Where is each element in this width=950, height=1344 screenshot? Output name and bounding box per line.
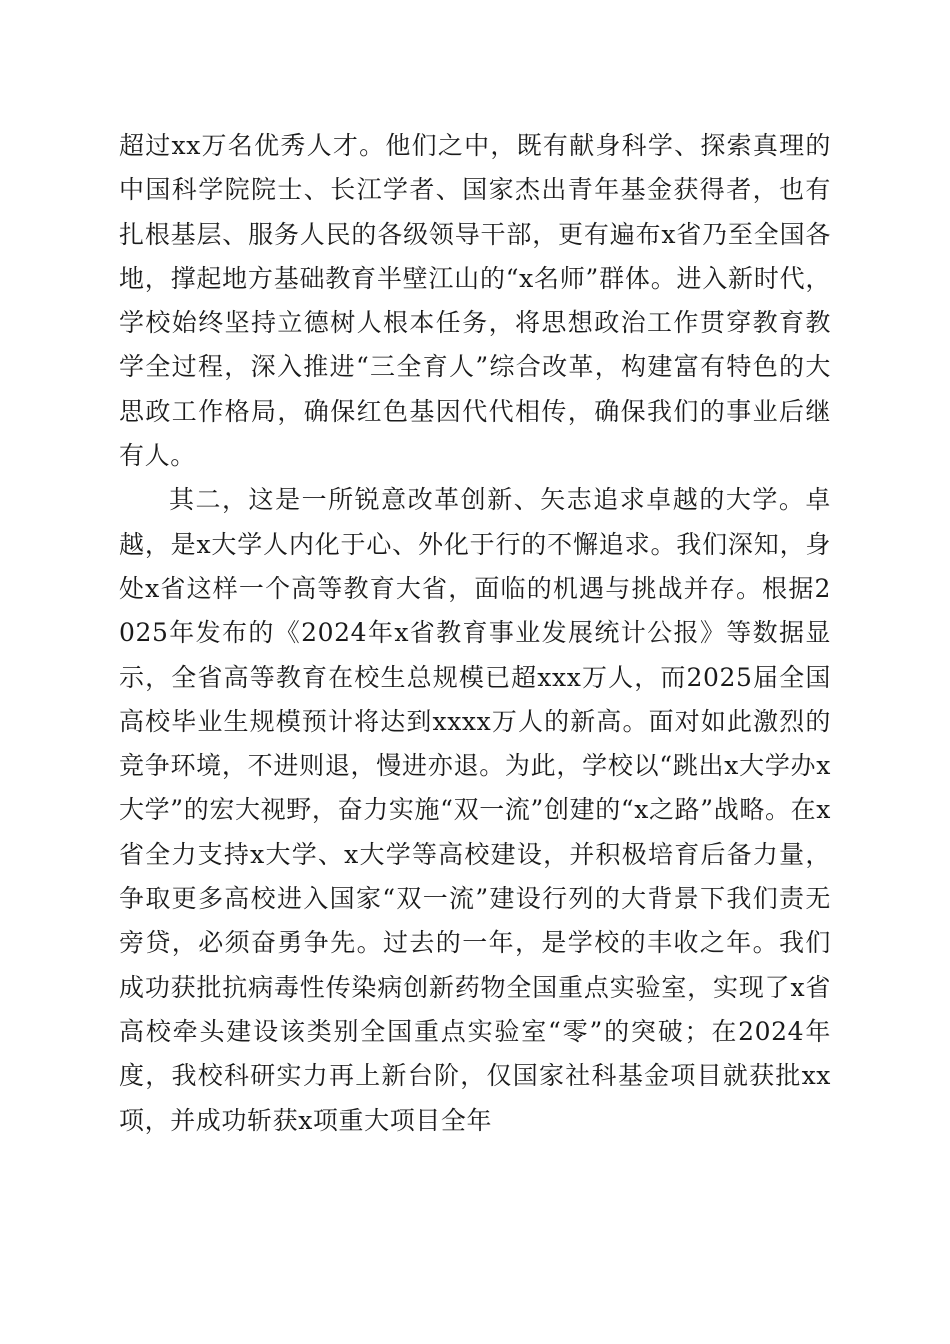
document-body [119,124,831,1143]
paragraph-1: 超过xx万名优秀人才。他们之中，既有献身科学、探索真理的中国科学院院士、长江学者、国家杰出青年基金获得者，也有扎根基层、服务人民的各级领导干部，更有遍布x省乃至全国各地，撑起地方基础教育半壁江山的“x名师”群体。进入新时代，学校始终坚持立德树人根本任务，将思想政治工作贯穿教育教学全过程，深入推进“三全育人”综合改革，构建富有特色的大思政工作格局，确保红色基因代代相传，确保我们的事业后继有人。 [119,131,831,471]
paragraph-2: 其二，这是一所锐意改革创新、矢志追求卓越的大学。卓越，是x大学人内化于心、外化于行的不懈追求。我们深知，身处x省这样一个高等教育大省，面临的机遇与挑战并存。根据2025年发布的《2024年x省教育事业发展统计公报》等数据显示，全省高等教育在校生总规模已超xxx万人，而2025届全国高校毕业生规模预计将达到xxxx万人的新高。面对如此激烈的竞争环境，不进则退，慢进亦退。为此，学校以“跳出x大学办x大学”的宏大视野，奋力实施“双一流”创建的“x之路”战略。在x省全力支持x大学、x大学等高校建设，并积极培育后备力量，争取更多高校进入国家“双一流”建设行列的大背景下我们责无旁贷，必须奋勇争先。过去的一年，是学校的丰收之年。我们成功获批抗病毒性传染病创新药物全国重点实验室，实现了x省高校牵头建设该类别全国重点实验室“零”的突破；在2024年度，我校科研实力再上新台阶，仅国家社科基金项目就获批xx项，并成功斩获x项重大项目全年 [119,485,831,1135]
